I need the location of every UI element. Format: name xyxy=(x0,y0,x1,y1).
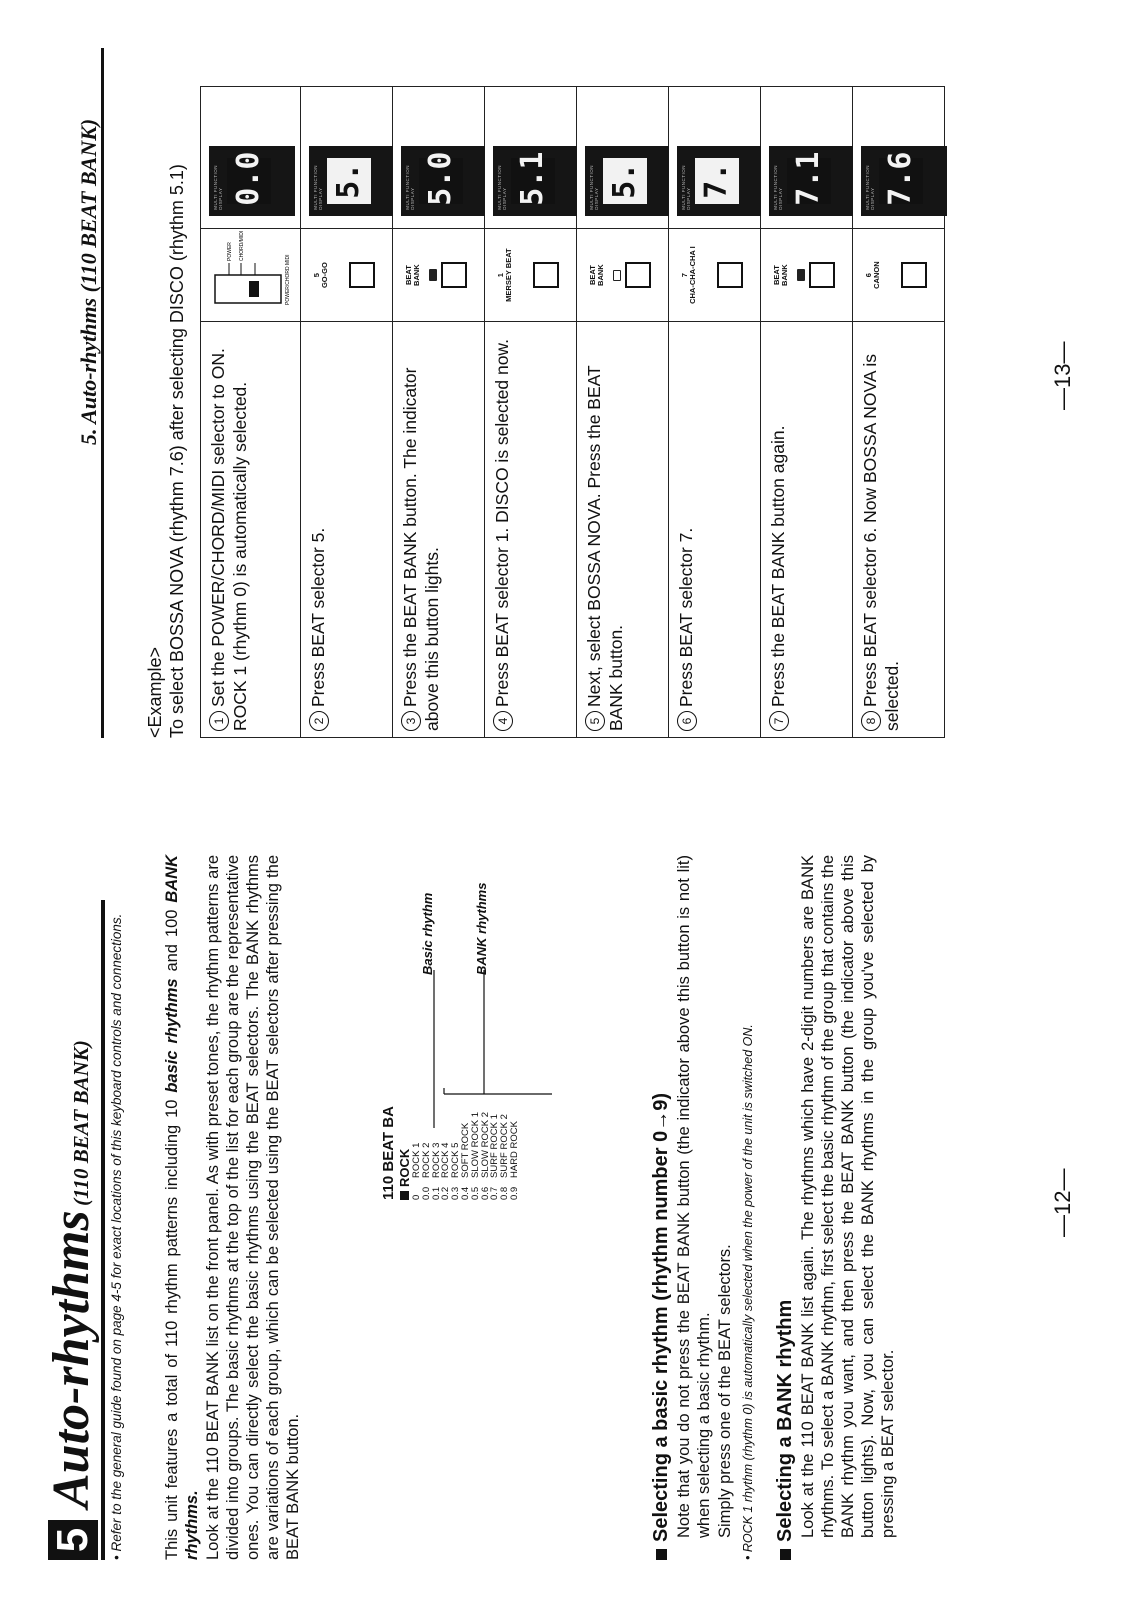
step-control-cell xyxy=(301,228,393,322)
display-title: MULTI FUNCTION DISPLAY xyxy=(773,165,783,210)
button-label: BANK xyxy=(412,264,421,286)
section-basic-body-2: Simply press one of the BEAT selectors. xyxy=(716,1244,734,1538)
step-display-cell xyxy=(853,87,945,229)
power-switch-icon xyxy=(209,231,291,308)
display-value: 7. xyxy=(699,162,734,199)
beat-list-name: SURF ROCK 2 xyxy=(499,1114,511,1178)
button-top-label: 6 xyxy=(864,273,873,278)
chapter-number-box: 5 xyxy=(48,1520,98,1560)
display-title: MULTI FUNCTION DISPLAY xyxy=(497,165,507,210)
step-text-cell xyxy=(761,322,853,738)
group-square-icon xyxy=(400,1191,409,1200)
button-label: CHA-CHA-CHA I xyxy=(688,246,697,304)
display-title: MULTI FUNCTION DISPLAY xyxy=(213,165,223,210)
lcd-display xyxy=(677,146,763,216)
step-display-cell xyxy=(669,87,761,229)
beat-list-number: 0.9 xyxy=(508,1186,520,1200)
example-text: To select BOSSA NOVA (rhythm 7.6) after selecting DISCO (rhythm 5.1) xyxy=(167,164,187,738)
indicator-lit-icon xyxy=(429,269,437,281)
display-title: MULTI FUNCTION DISPLAY xyxy=(405,165,415,210)
step-row xyxy=(577,87,669,738)
beat-list-name: SOFT ROCK xyxy=(459,1122,471,1178)
example-label: <Example> xyxy=(145,646,165,738)
step-text: Set the POWER/CHORD/MIDI selector to ON. ROCK 1 (rhythm 0) is automatically selected. xyxy=(208,348,250,731)
button-top-label: BEAT xyxy=(588,265,597,286)
step-row xyxy=(393,87,485,738)
step-control-cell xyxy=(393,228,485,322)
panel-button[interactable] xyxy=(441,262,467,288)
panel-button[interactable] xyxy=(349,262,375,288)
step-text-cell xyxy=(393,322,485,738)
lcd-display xyxy=(585,146,671,216)
section-bank-heading: Selecting a BANK rhythm xyxy=(774,1300,797,1560)
step-control-cell xyxy=(853,228,945,322)
step-display-cell xyxy=(201,87,301,229)
step-text-cell xyxy=(577,322,669,738)
display-value: 7.1 xyxy=(791,151,826,206)
display-value: 7.6 xyxy=(883,151,918,206)
display-value: 5.0 xyxy=(423,151,458,206)
step-number: 5 xyxy=(585,711,605,731)
beat-list-number: 0.8 xyxy=(499,1186,511,1200)
section-basic-heading: Selecting a basic rhythm (rhythm number 0→9) xyxy=(650,1093,673,1560)
display-title: MULTI FUNCTION DISPLAY xyxy=(681,165,691,210)
chapter-title: Auto-rhythms xyxy=(43,1210,100,1508)
heading-square-icon xyxy=(656,1549,667,1560)
step-text: Press BEAT selector 5. xyxy=(308,527,328,707)
indicator-unlit-icon xyxy=(613,270,621,281)
beat-list-number: 0.6 xyxy=(479,1186,491,1200)
right-page-number: —13— xyxy=(1050,341,1075,410)
step-control-cell xyxy=(761,228,853,322)
switch-label: POWER/CHORD MIDI xyxy=(285,254,291,306)
beat-list-name: ROCK 5 xyxy=(450,1142,462,1178)
step-text-cell xyxy=(669,322,761,738)
step-text-cell xyxy=(301,322,393,738)
step-text: Next, select BOSSA NOVA. Press the BEAT BANK button. xyxy=(584,365,626,731)
panel-button[interactable] xyxy=(625,262,651,288)
beat-list-name: SLOW ROCK 1 xyxy=(469,1112,481,1178)
step-control-cell xyxy=(669,228,761,322)
beat-list-number: 0.7 xyxy=(489,1186,501,1200)
step-row xyxy=(485,87,577,738)
beat-list-number: 0.2 xyxy=(440,1186,452,1200)
beat-list-number: 0.0 xyxy=(420,1186,432,1200)
step-display-cell xyxy=(577,87,669,229)
step-number: 8 xyxy=(861,711,881,731)
step-text: Press the BEAT BANK button. The indicator above this button lights. xyxy=(400,367,442,731)
step-row xyxy=(201,87,301,738)
beat-list-number: 0.1 xyxy=(430,1186,442,1200)
step-number: 2 xyxy=(309,711,329,731)
intro-paragraph-1: This unit features a total of 110 rhythm patterns including 10 basic rhythms and 100 BANK rhythms. xyxy=(163,854,201,1560)
beat-list-title: 110 BEAT BA xyxy=(380,1106,397,1200)
section-basic-note: • ROCK 1 rhythm (rhythm 0) is automatically selected when the power of the unit is switched ON. xyxy=(741,1024,755,1560)
step-text: Press BEAT selector 6. Now BOSSA NOVA is selected. xyxy=(860,353,902,731)
step-number: 3 xyxy=(401,711,421,731)
switch-label: POWER xyxy=(227,242,233,262)
step-control-cell xyxy=(201,228,301,322)
button-top-label: 5 xyxy=(312,273,321,278)
indicator-lit-icon xyxy=(797,269,805,281)
lcd-display xyxy=(309,146,395,216)
bank-rhythms-label: BANK rhythms xyxy=(474,882,489,975)
display-title: MULTI FUNCTION DISPLAY xyxy=(865,165,875,210)
panel-button[interactable] xyxy=(533,262,559,288)
section-bank-body: Look at the 110 BEAT BANK list again. The rhythms which have 2-digit numbers are BANK rhythms. To select a BANK rhythm, first select the basic rhythm of the group that contains the BANK rhythm you want, and then press the BEAT BANK button (the indicator above this button lights). Now, you can select the BANK rhythms in the group you've selected by pressing a BEAT selector. xyxy=(799,855,897,1538)
chapter-rule xyxy=(101,900,105,1560)
button-top-label: BEAT xyxy=(772,265,781,286)
button-label: CANON xyxy=(872,261,881,289)
right-page-header: 5. Auto-rhythms (110 BEAT BANK) xyxy=(76,118,101,445)
heading-square-icon xyxy=(780,1549,791,1560)
button-label: MERSEY BEAT xyxy=(504,248,513,302)
button-top-label: 7 xyxy=(680,273,689,278)
beat-list-name: ROCK 2 xyxy=(420,1142,432,1178)
button-top-label: 1 xyxy=(496,273,505,278)
button-label: BANK xyxy=(596,264,605,286)
display-value: 5. xyxy=(331,162,366,199)
intro-paragraph-2: Look at the 110 BEAT BANK list on the front panel. As with preset tones, the rhythm patterns are divided into groups. The basic rhythms at the top of the list for each group are the representative ones. You can directly select the basic rhythms using the BEAT selectors. The BANK rhythms are variations of each group, which can be selected using the BEAT selectors after pressing the BEAT BANK button. xyxy=(204,855,302,1560)
step-number: 1 xyxy=(209,711,229,731)
step-row xyxy=(301,87,393,738)
step-number: 6 xyxy=(677,711,697,731)
beat-list-number: 0.4 xyxy=(459,1186,471,1200)
lcd-display xyxy=(209,146,295,216)
step-text-cell xyxy=(201,322,301,738)
display-value: 5.1 xyxy=(515,151,550,206)
steps-table xyxy=(200,86,945,738)
step-row xyxy=(669,87,761,738)
chapter-subtitle: (110 BEAT BANK) xyxy=(69,1040,93,1206)
example-block xyxy=(144,164,188,738)
step-text: Press BEAT selector 7. xyxy=(676,527,696,707)
step-display-cell xyxy=(301,87,393,229)
lcd-display xyxy=(401,146,487,216)
step-number: 4 xyxy=(493,711,513,731)
step-text: Press the BEAT BANK button again. xyxy=(768,425,788,707)
beat-list-name: HARD ROCK xyxy=(508,1120,520,1178)
basic-rhythm-label: Basic rhythm xyxy=(420,892,435,975)
switch-label: CHORD/MIDI xyxy=(239,231,245,262)
step-number: 7 xyxy=(769,711,789,731)
section-basic-body-1: Note that you do not press the BEAT BANK button (the indicator above this button is not lit) when selecting a basic rhythm. xyxy=(675,855,713,1538)
beat-list-name: SURF ROCK 1 xyxy=(489,1114,501,1178)
left-page-number: —12— xyxy=(1050,1168,1075,1237)
button-label: BANK xyxy=(780,264,789,286)
button-label: GO-GO xyxy=(320,262,329,289)
step-display-cell xyxy=(761,87,853,229)
beat-list-number: 0 xyxy=(411,1194,422,1200)
lcd-display xyxy=(769,146,855,216)
lcd-display xyxy=(493,146,579,216)
beat-list-name: SLOW ROCK 2 xyxy=(479,1112,491,1178)
right-header-rule xyxy=(101,48,104,738)
step-row xyxy=(761,87,853,738)
intro-note: • Refer to the general guide found on page 4-5 for exact locations of this keyboard controls and connections. xyxy=(109,913,124,1560)
beat-list-number: 0.5 xyxy=(469,1186,481,1200)
step-control-cell xyxy=(577,228,669,322)
beat-list-group: ROCK xyxy=(397,1020,412,1200)
display-title: MULTI FUNCTION DISPLAY xyxy=(313,165,323,210)
beat-list-number: 0.3 xyxy=(450,1186,462,1200)
step-row xyxy=(853,87,945,738)
step-control-cell xyxy=(485,228,577,322)
beat-list-name: ROCK 1 xyxy=(411,1142,422,1178)
panel-button[interactable] xyxy=(901,262,927,288)
beat-list-name: ROCK 4 xyxy=(440,1142,452,1178)
step-display-cell xyxy=(485,87,577,229)
display-title: MULTI FUNCTION DISPLAY xyxy=(589,165,599,210)
chapter-heading xyxy=(44,1040,100,1508)
display-value: 5. xyxy=(607,162,642,199)
lcd-display xyxy=(861,146,947,216)
step-display-cell xyxy=(393,87,485,229)
panel-button[interactable] xyxy=(717,262,743,288)
step-text-cell xyxy=(853,322,945,738)
panel-button[interactable] xyxy=(809,262,835,288)
step-text-cell xyxy=(485,322,577,738)
button-top-label: BEAT xyxy=(404,265,413,286)
beat-list-name: ROCK 3 xyxy=(430,1142,442,1178)
step-text: Press BEAT selector 1. DISCO is selected now. xyxy=(492,339,512,707)
display-value: 0.0 xyxy=(231,151,266,206)
